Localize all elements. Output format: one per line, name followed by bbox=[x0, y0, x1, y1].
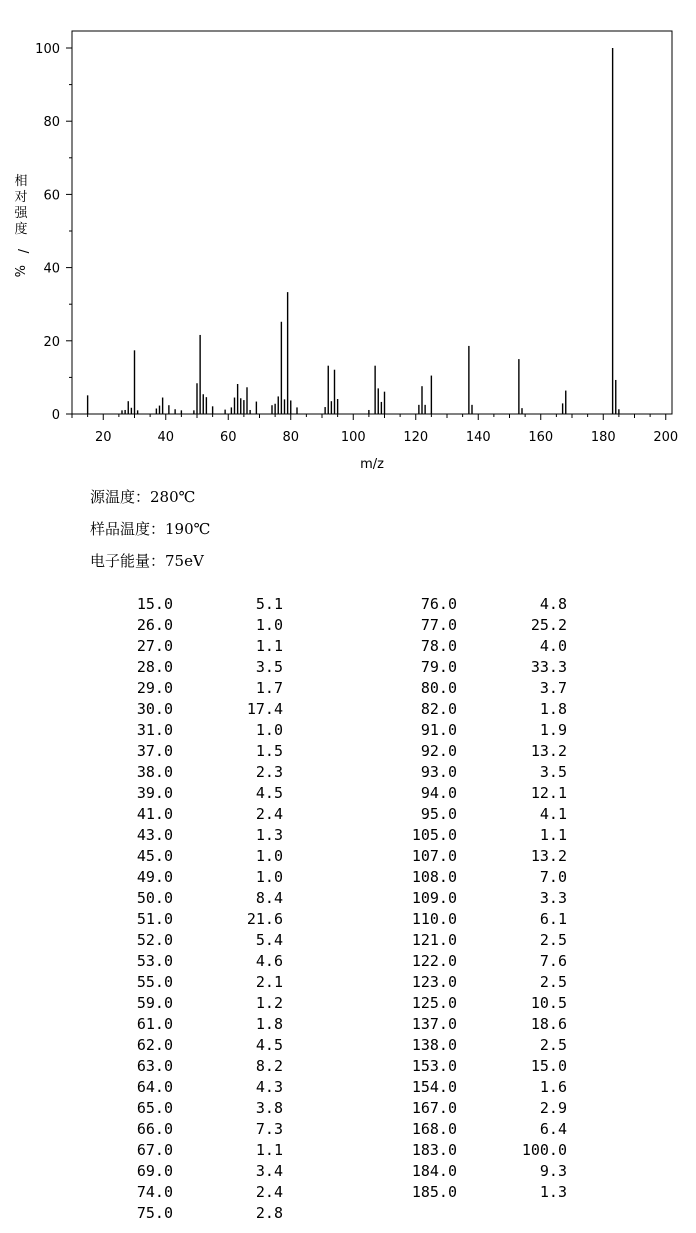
peak-intensity: 1.0 bbox=[255, 721, 283, 739]
peak-intensity: 4.3 bbox=[255, 1078, 283, 1096]
y-tick-label: 100 bbox=[35, 42, 60, 57]
peak-intensity: 7.0 bbox=[539, 868, 567, 886]
peak-mz: 82.0 bbox=[420, 700, 457, 718]
peak-mz: 51.0 bbox=[136, 910, 173, 928]
peak-row bbox=[390, 888, 567, 909]
peak-row bbox=[118, 972, 283, 993]
peak-row bbox=[118, 594, 283, 615]
peak-row bbox=[390, 1077, 567, 1098]
peak-mz: 137.0 bbox=[411, 1015, 457, 1033]
peak-mz: 53.0 bbox=[136, 952, 173, 970]
peak-mz: 28.0 bbox=[136, 658, 173, 676]
peak-table-right bbox=[390, 594, 567, 1203]
y-tick-label: 60 bbox=[43, 188, 60, 204]
peak-mz: 66.0 bbox=[136, 1120, 173, 1138]
peak-intensity: 18.6 bbox=[530, 1015, 567, 1033]
peak-row bbox=[118, 993, 283, 1014]
peak-mz: 52.0 bbox=[136, 931, 173, 949]
peak-row bbox=[118, 1203, 283, 1224]
peak-mz: 41.0 bbox=[136, 805, 173, 823]
peak-mz: 63.0 bbox=[136, 1057, 173, 1075]
peak-intensity: 4.8 bbox=[539, 595, 567, 613]
peak-intensity: 2.5 bbox=[539, 973, 567, 991]
peak-row bbox=[118, 1035, 283, 1056]
peak-mz: 67.0 bbox=[136, 1141, 173, 1159]
peak-table-left bbox=[118, 594, 283, 1224]
peak-row bbox=[390, 1140, 567, 1161]
peak-intensity: 21.6 bbox=[246, 910, 283, 928]
x-tick-label: 180 bbox=[590, 430, 616, 445]
peak-row bbox=[118, 1182, 283, 1203]
x-tick-label: 160 bbox=[528, 430, 554, 445]
peak-intensity: 8.4 bbox=[255, 889, 283, 907]
peak-mz: 123.0 bbox=[411, 973, 457, 991]
x-tick-label: 60 bbox=[219, 430, 237, 445]
peak-row bbox=[118, 1119, 283, 1140]
peak-row bbox=[390, 699, 567, 720]
peak-row bbox=[390, 1119, 567, 1140]
peak-row bbox=[118, 678, 283, 699]
peak-mz: 55.0 bbox=[136, 973, 173, 991]
peak-mz: 185.0 bbox=[411, 1183, 457, 1201]
peak-intensity: 13.2 bbox=[530, 847, 567, 865]
y-tick-label: 20 bbox=[43, 334, 60, 350]
peak-mz: 109.0 bbox=[411, 889, 457, 907]
peak-row bbox=[390, 909, 567, 930]
peak-mz: 37.0 bbox=[136, 742, 173, 760]
mass-spectrum-chart bbox=[0, 0, 696, 480]
x-tick-label: 140 bbox=[465, 430, 491, 445]
peak-mz: 92.0 bbox=[420, 742, 457, 760]
peak-mz: 77.0 bbox=[420, 616, 457, 634]
axis-ticks bbox=[35, 42, 678, 445]
y-tick-label: 0 bbox=[51, 408, 60, 423]
peak-mz: 93.0 bbox=[420, 763, 457, 781]
peak-intensity: 1.1 bbox=[255, 1141, 283, 1159]
peak-row bbox=[390, 594, 567, 615]
peak-row bbox=[118, 804, 283, 825]
plot-frame bbox=[72, 31, 672, 414]
peak-row bbox=[390, 783, 567, 804]
peak-intensity: 2.8 bbox=[255, 1204, 283, 1222]
peak-row bbox=[390, 1161, 567, 1182]
peak-row bbox=[390, 1014, 567, 1035]
peak-intensity: 2.4 bbox=[255, 805, 283, 823]
peak-intensity: 1.0 bbox=[255, 868, 283, 886]
peak-mz: 94.0 bbox=[420, 784, 457, 802]
peak-row bbox=[390, 678, 567, 699]
peak-row bbox=[118, 657, 283, 678]
peak-row bbox=[390, 741, 567, 762]
peak-row bbox=[118, 615, 283, 636]
peak-row bbox=[118, 867, 283, 888]
peak-row bbox=[118, 888, 283, 909]
peak-row bbox=[118, 1056, 283, 1077]
peak-mz: 138.0 bbox=[411, 1036, 457, 1054]
peak-mz: 105.0 bbox=[411, 826, 457, 844]
peak-row bbox=[118, 762, 283, 783]
peak-mz: 65.0 bbox=[136, 1099, 173, 1117]
peak-intensity: 3.8 bbox=[255, 1099, 283, 1117]
peak-intensity: 1.8 bbox=[539, 700, 567, 718]
axis-labels bbox=[11, 173, 384, 472]
peak-intensity: 4.0 bbox=[539, 637, 567, 655]
peak-mz: 29.0 bbox=[136, 679, 173, 697]
peak-row bbox=[390, 951, 567, 972]
peak-row bbox=[118, 909, 283, 930]
peak-row bbox=[390, 657, 567, 678]
peak-row bbox=[390, 993, 567, 1014]
peak-intensity: 2.5 bbox=[539, 931, 567, 949]
peak-mz: 167.0 bbox=[411, 1099, 457, 1117]
peak-intensity: 5.1 bbox=[255, 595, 283, 613]
peak-intensity: 1.6 bbox=[539, 1078, 567, 1096]
peak-row bbox=[118, 1161, 283, 1182]
peak-row bbox=[390, 1182, 567, 1203]
peak-intensity: 1.1 bbox=[255, 637, 283, 655]
peak-intensity: 1.5 bbox=[255, 742, 283, 760]
peak-intensity: 3.7 bbox=[539, 679, 567, 697]
peak-intensity: 7.3 bbox=[255, 1120, 283, 1138]
y-tick-label: 80 bbox=[43, 115, 60, 131]
peak-mz: 74.0 bbox=[136, 1183, 173, 1201]
peak-intensity: 3.5 bbox=[255, 658, 283, 676]
peak-mz: 183.0 bbox=[411, 1141, 457, 1159]
source-temperature: 源温度：280℃ bbox=[90, 488, 196, 506]
peak-row bbox=[118, 783, 283, 804]
x-tick-label: 20 bbox=[94, 430, 112, 445]
peak-mz: 31.0 bbox=[136, 721, 173, 739]
electron-energy: 电子能量：75eV bbox=[90, 552, 204, 570]
peak-intensity: 4.5 bbox=[255, 784, 283, 802]
peak-intensity: 2.5 bbox=[539, 1036, 567, 1054]
peak-intensity: 17.4 bbox=[246, 700, 283, 718]
peak-row bbox=[118, 699, 283, 720]
peak-row bbox=[118, 846, 283, 867]
peak-mz: 27.0 bbox=[136, 637, 173, 655]
peak-row bbox=[118, 720, 283, 741]
peak-intensity: 3.3 bbox=[539, 889, 567, 907]
peak-mz: 184.0 bbox=[411, 1162, 457, 1180]
spectrum-peaks bbox=[88, 48, 619, 414]
y-tick-label: 40 bbox=[43, 261, 60, 277]
peak-intensity: 1.1 bbox=[539, 826, 567, 844]
x-tick-label: 40 bbox=[157, 430, 175, 445]
peak-intensity: 1.3 bbox=[255, 826, 283, 844]
peak-intensity: 1.3 bbox=[539, 1183, 567, 1201]
peak-row bbox=[118, 951, 283, 972]
peak-row bbox=[390, 1056, 567, 1077]
peak-mz: 45.0 bbox=[136, 847, 173, 865]
peak-row bbox=[390, 846, 567, 867]
peak-mz: 26.0 bbox=[136, 616, 173, 634]
peak-mz: 38.0 bbox=[136, 763, 173, 781]
peak-row bbox=[390, 615, 567, 636]
peak-row bbox=[118, 825, 283, 846]
peak-intensity: 2.1 bbox=[255, 973, 283, 991]
peak-mz: 61.0 bbox=[136, 1015, 173, 1033]
y-axis-label: 相对强度/ % bbox=[10, 174, 30, 278]
peak-intensity: 3.4 bbox=[255, 1162, 283, 1180]
peak-intensity: 13.2 bbox=[530, 742, 567, 760]
peak-mz: 107.0 bbox=[411, 847, 457, 865]
peak-intensity: 25.2 bbox=[530, 616, 567, 634]
peak-intensity: 1.0 bbox=[255, 847, 283, 865]
peak-mz: 168.0 bbox=[411, 1120, 457, 1138]
peak-row bbox=[118, 1098, 283, 1119]
x-tick-label: 200 bbox=[653, 430, 679, 445]
peak-row bbox=[118, 1014, 283, 1035]
peak-mz: 43.0 bbox=[136, 826, 173, 844]
peak-mz: 30.0 bbox=[136, 700, 173, 718]
x-tick-label: 80 bbox=[282, 430, 300, 445]
plot-border bbox=[72, 31, 672, 414]
peak-mz: 50.0 bbox=[136, 889, 173, 907]
peak-mz: 108.0 bbox=[411, 868, 457, 886]
peak-mz: 76.0 bbox=[420, 595, 457, 613]
peak-mz: 78.0 bbox=[420, 637, 457, 655]
peak-row bbox=[390, 972, 567, 993]
peak-mz: 79.0 bbox=[420, 658, 457, 676]
peak-intensity: 100.0 bbox=[521, 1141, 567, 1159]
peak-intensity: 5.4 bbox=[255, 931, 283, 949]
peak-mz: 15.0 bbox=[136, 595, 173, 613]
peak-intensity: 8.2 bbox=[255, 1057, 283, 1075]
peak-row bbox=[118, 930, 283, 951]
peak-row bbox=[118, 1077, 283, 1098]
peak-mz: 125.0 bbox=[411, 994, 457, 1012]
peak-row bbox=[118, 741, 283, 762]
peak-mz: 95.0 bbox=[420, 805, 457, 823]
sample-temperature: 样品温度：190℃ bbox=[90, 520, 211, 538]
peak-mz: 49.0 bbox=[136, 868, 173, 886]
peak-row bbox=[390, 636, 567, 657]
peak-intensity: 15.0 bbox=[530, 1057, 567, 1075]
peak-intensity: 4.1 bbox=[539, 805, 567, 823]
x-axis-label: m/z bbox=[360, 457, 384, 472]
peak-intensity: 1.8 bbox=[255, 1015, 283, 1033]
peak-mz: 75.0 bbox=[136, 1204, 173, 1222]
peak-intensity: 9.3 bbox=[539, 1162, 567, 1180]
peak-mz: 69.0 bbox=[136, 1162, 173, 1180]
peak-intensity: 12.1 bbox=[530, 784, 567, 802]
peak-mz: 110.0 bbox=[411, 910, 457, 928]
peak-row bbox=[118, 1140, 283, 1161]
x-tick-label: 100 bbox=[340, 430, 366, 445]
peak-mz: 59.0 bbox=[136, 994, 173, 1012]
peak-mz: 154.0 bbox=[411, 1078, 457, 1096]
peak-row bbox=[390, 1035, 567, 1056]
peak-row bbox=[390, 804, 567, 825]
peak-row bbox=[390, 867, 567, 888]
peak-mz: 64.0 bbox=[136, 1078, 173, 1096]
peak-mz: 62.0 bbox=[136, 1036, 173, 1054]
peak-intensity: 6.1 bbox=[539, 910, 567, 928]
peak-intensity: 1.9 bbox=[539, 721, 567, 739]
peak-intensity: 10.5 bbox=[530, 994, 567, 1012]
peak-row bbox=[118, 636, 283, 657]
peak-row bbox=[390, 1098, 567, 1119]
peak-mz: 39.0 bbox=[136, 784, 173, 802]
peak-intensity: 4.6 bbox=[255, 952, 283, 970]
peak-intensity: 6.4 bbox=[539, 1120, 567, 1138]
peak-intensity: 4.5 bbox=[255, 1036, 283, 1054]
peak-row bbox=[390, 930, 567, 951]
x-tick-label: 120 bbox=[403, 430, 429, 445]
peak-mz: 121.0 bbox=[411, 931, 457, 949]
peak-intensity: 1.7 bbox=[255, 679, 283, 697]
peak-intensity: 33.3 bbox=[530, 658, 567, 676]
peak-mz: 91.0 bbox=[420, 721, 457, 739]
peak-row bbox=[390, 825, 567, 846]
peak-intensity: 2.9 bbox=[539, 1099, 567, 1117]
peak-row bbox=[390, 720, 567, 741]
peak-intensity: 7.6 bbox=[539, 952, 567, 970]
peak-row bbox=[390, 762, 567, 783]
peak-mz: 80.0 bbox=[420, 679, 457, 697]
peak-intensity: 1.0 bbox=[255, 616, 283, 634]
peak-intensity: 1.2 bbox=[255, 994, 283, 1012]
peak-mz: 153.0 bbox=[411, 1057, 457, 1075]
peak-intensity: 2.4 bbox=[255, 1183, 283, 1201]
peak-intensity: 2.3 bbox=[255, 763, 283, 781]
peak-intensity: 3.5 bbox=[539, 763, 567, 781]
peak-mz: 122.0 bbox=[411, 952, 457, 970]
